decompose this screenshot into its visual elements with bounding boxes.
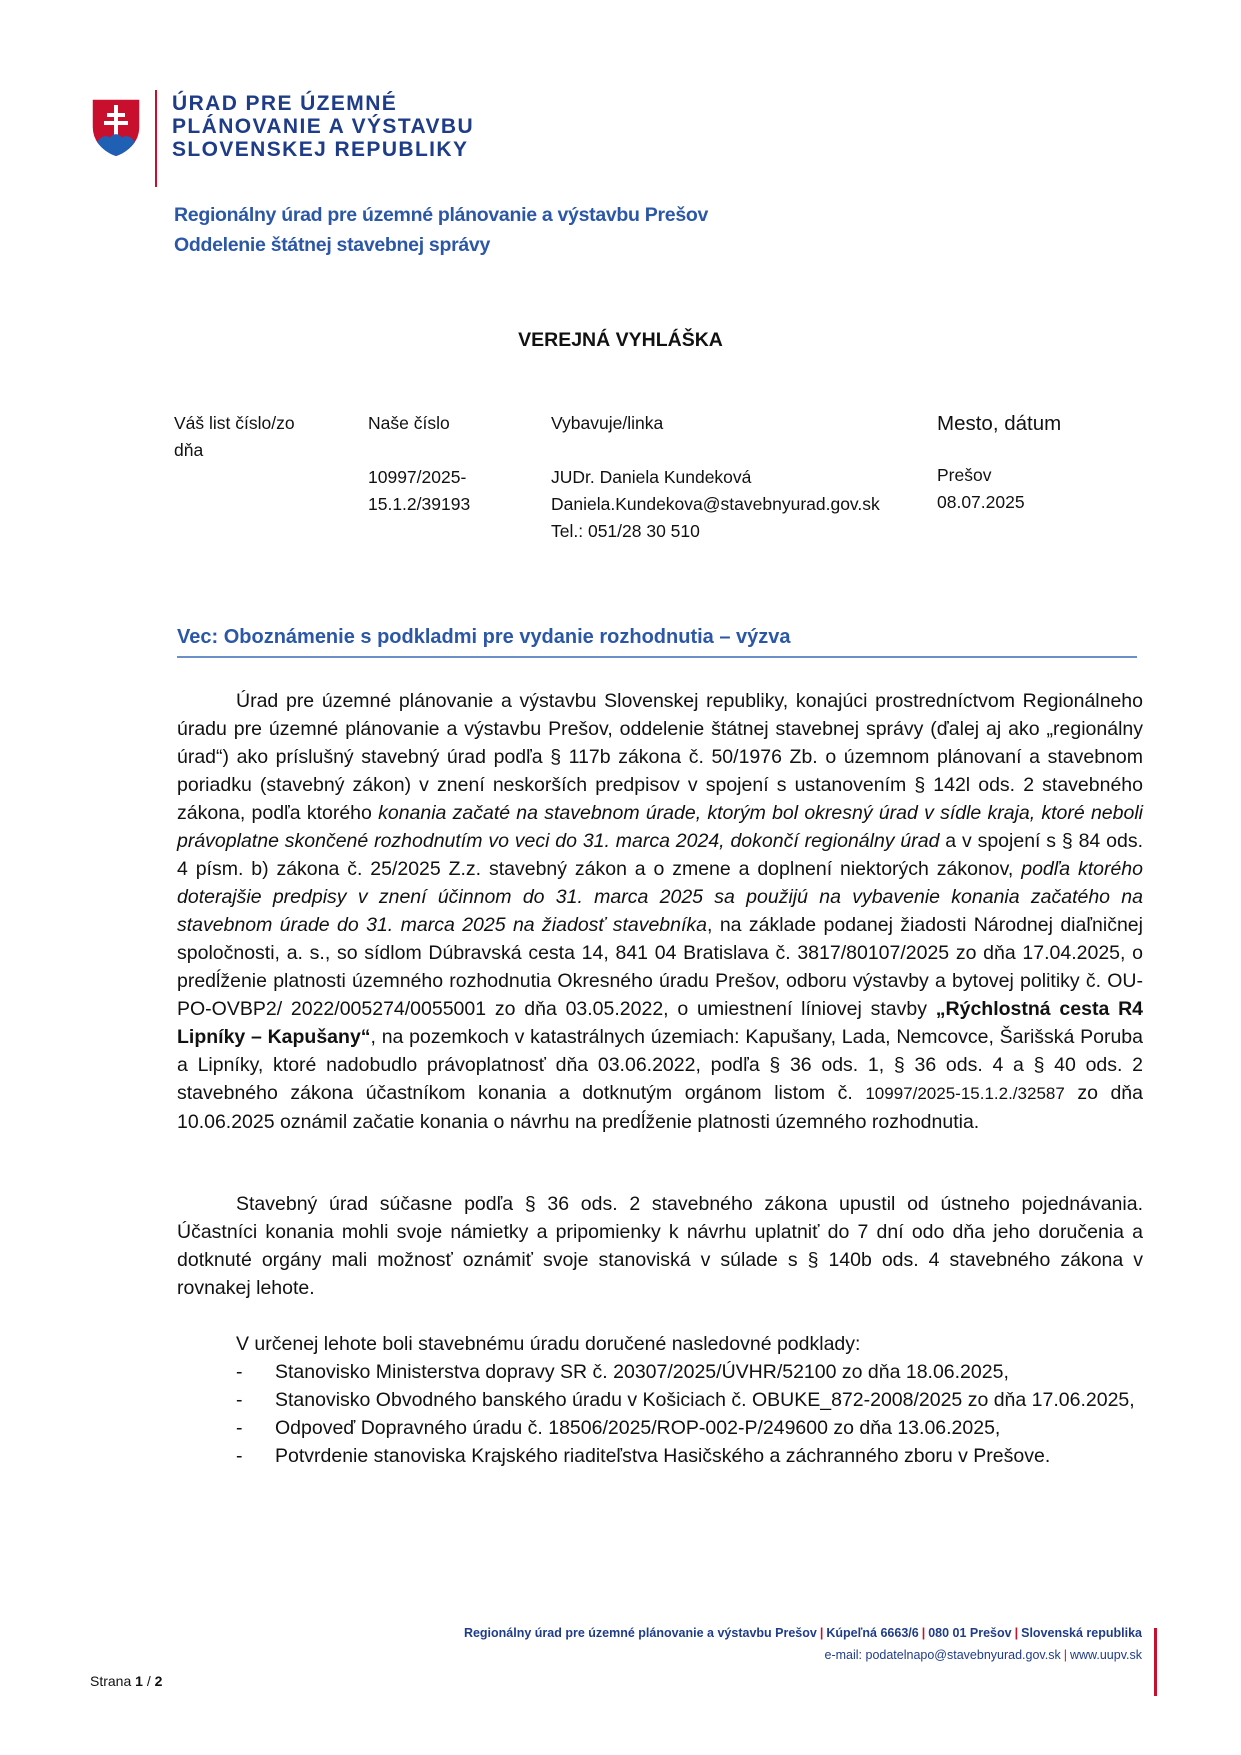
list-dash: - — [236, 1361, 243, 1383]
our-number-line-1: 10997/2025- — [368, 467, 467, 487]
para1-letter-number: 10997/2025-15.1.2./32587 — [865, 1084, 1065, 1103]
place-date-column — [937, 410, 1061, 516]
footer-street: Kúpeľná 6663/6 — [826, 1626, 919, 1640]
documents-list — [177, 1358, 1143, 1470]
page-total: 2 — [154, 1673, 163, 1689]
place-date-label: Mesto, dátum — [937, 412, 1062, 435]
paragraph-1 — [177, 687, 1143, 1136]
document-title: VEREJNÁ VYHLÁŠKA — [518, 329, 723, 351]
list-dash: - — [236, 1417, 243, 1439]
page-label: Strana — [90, 1673, 132, 1689]
handler-email: Daniela.Kundekova@stavebnyurad.gov.sk — [551, 494, 880, 514]
footer-contacts — [825, 1648, 1142, 1662]
department-name: Oddelenie štátnej stavebnej správy — [174, 234, 491, 256]
para1-text-5: zo dňa 10.06.2025 oznámil začatie konania o návrhu na predĺženie platnosti územného rozhodnutia. — [177, 1082, 1143, 1133]
footer-email[interactable]: e-mail: podatelnapo@stavebnyurad.gov.sk — [824, 1648, 1061, 1662]
documents-list-intro: V určenej lehote boli stavebnému úradu doručené nasledovné podklady: — [236, 1333, 861, 1355]
para1-text-3: , na základe podanej žiadosti Národnej diaľničnej spoločnosti, a. s., so sídlom Dúbravská cesta 14, 841 04 Bratislava č. 3817/80107/2025 zo dňa 17.04.2025, o predĺženie platnosti územného rozhodnutia Okresného úradu Prešov, odboru výstavby a bytovej politiky č. OU-PO-OVBP2/ 2022/005274/0055001 zo dňa 03.05.2022, o umiestnení líniovej stavby — [177, 914, 1143, 1020]
handler-label: Vybavuje/linka — [551, 413, 664, 433]
regional-office-name: Regionálny úrad pre územné plánovanie a výstavbu Prešov — [174, 204, 709, 226]
paragraph-2 — [177, 1190, 1143, 1302]
para1-italic-2: podľa ktorého doterajšie predpisy v znení účinnom do 31. marca 2025 sa použijú na vybavenie konania začatého na stavebnom úrade do 31. marca 2025 na žiadosť stavebníka — [177, 858, 1143, 936]
footer-web-link[interactable]: www.uupv.sk — [1069, 1648, 1142, 1662]
date: 08.07.2025 — [937, 492, 1025, 512]
your-letter-label-line-2: dňa — [174, 440, 204, 460]
page-number — [90, 1673, 162, 1689]
regional-office-block — [174, 200, 708, 260]
footer-country: Slovenská republika — [1021, 1626, 1142, 1640]
organization-name — [172, 92, 474, 161]
org-name-line-1: ÚRAD PRE ÚZEMNÉ — [172, 92, 398, 115]
footer-office: Regionálny úrad pre územné plánovanie a výstavbu Prešov — [463, 1626, 817, 1640]
page-current: 1 — [135, 1673, 143, 1689]
footer-divider — [1154, 1628, 1157, 1696]
list-dash: - — [236, 1445, 243, 1467]
footer-separator: | — [819, 1626, 824, 1640]
list-dash: - — [236, 1389, 243, 1411]
footer-separator: | — [1014, 1626, 1019, 1640]
footer-city: 080 01 Prešov — [928, 1626, 1012, 1640]
list-item — [177, 1386, 1143, 1414]
para1-text-2: a v spojení s § 84 ods. 4 písm. b) zákona č. 25/2025 Z.z. stavebný zákon a o zmene a doplnení niektorých zákonov, — [177, 830, 1143, 880]
org-name-line-2: PLÁNOVANIE A VÝSTAVBU — [172, 115, 475, 138]
footer-address — [464, 1626, 1142, 1640]
our-number-label: Naše číslo — [368, 413, 450, 433]
para1-text-1: Úrad pre územné plánovanie a výstavbu Slovenskej republiky, konajúci prostredníctvom Regionálneho úradu pre územné plánovanie a výstavbu Prešov, oddelenie štátnej stavebnej správy (ďalej aj ako „regionálny úrad“) ako príslušný stavebný úrad podľa § 117b zákona č. 50/1976 Zb. o územnom plánovaní a stavebnom poriadku (stavebný zákon) v znení neskorších predpisov v spojení s ustanovením § 142l ods. 2 stavebného zákona, podľa ktorého — [177, 690, 1143, 824]
list-item-text: Potvrdenie stanoviska Krajského riaditeľstva Hasičského a záchranného zboru v Prešove. — [275, 1445, 1051, 1467]
your-letter-label-line-1: Váš list číslo/zo — [174, 413, 295, 433]
handler-column — [551, 410, 880, 545]
place: Prešov — [937, 465, 992, 485]
page-separator: / — [146, 1673, 151, 1689]
your-letter-label — [174, 410, 295, 464]
handler-name: JUDr. Daniela Kundeková — [551, 467, 752, 487]
our-number-column — [368, 410, 470, 518]
subject-underline — [177, 656, 1137, 658]
list-item-text: Stanovisko Obvodného banského úradu v Košiciach č. OBUKE_872-2008/2025 zo dňa 17.06.2025, — [275, 1389, 1135, 1411]
list-item — [177, 1442, 1143, 1470]
list-item — [177, 1358, 1143, 1386]
subject-line: Vec: Oboznámenie s podkladmi pre vydanie rozhodnutia – výzva — [177, 626, 791, 648]
footer-separator: | — [921, 1626, 926, 1640]
handler-phone: Tel.: 051/28 30 510 — [551, 521, 700, 541]
list-item-text: Stanovisko Ministerstva dopravy SR č. 20307/2025/ÚVHR/52100 zo dňa 18.06.2025, — [275, 1361, 1009, 1383]
list-item — [177, 1414, 1143, 1442]
header-divider — [155, 90, 157, 187]
para1-bold-construction-name: „Rýchlostná cesta R4 Lipníky – Kapušany“ — [177, 998, 1143, 1048]
org-name-line-3: SLOVENSKEJ REPUBLIKY — [172, 138, 469, 161]
paragraph-2-text: Stavebný úrad súčasne podľa § 36 ods. 2 stavebného zákona upustil od ústneho pojednávania. Účastníci konania mohli svoje námietky a pripomienky k návrhu uplatniť do 7 dní odo dňa jeho doručenia a dotknuté orgány mali možnosť oznámiť svoje stanoviská v súlade s § 140b ods. 4 stavebného zákona v rovnakej lehote. — [177, 1193, 1143, 1299]
slovak-coat-of-arms-icon — [90, 97, 142, 159]
list-item-text: Odpoveď Dopravného úradu č. 18506/2025/ROP-002-P/249600 zo dňa 13.06.2025, — [275, 1417, 1001, 1439]
para1-italic-1: konania začaté na stavebnom úrade, ktorým bol okresný úrad v sídle kraja, ktoré neboli právoplatne skončené rozhodnutím vo veci do 31. marca 2024, dokončí regionálny úrad — [177, 802, 1144, 852]
para1-text-4: , na pozemkoch v katastrálnych územiach: Kapušany, Lada, Nemcovce, Šarišská Poruba a Lipníky, ktoré nadobudlo právoplatnosť dňa 03.06.2022, podľa § 36 ods. 1, § 36 ods. 4 a § 40 ods. 2 stavebného zákona účastníkom konania a dotknutým orgánom listom č. — [177, 1026, 1143, 1104]
footer-separator: | — [1063, 1648, 1067, 1662]
our-number-line-2: 15.1.2/39193 — [368, 494, 471, 514]
